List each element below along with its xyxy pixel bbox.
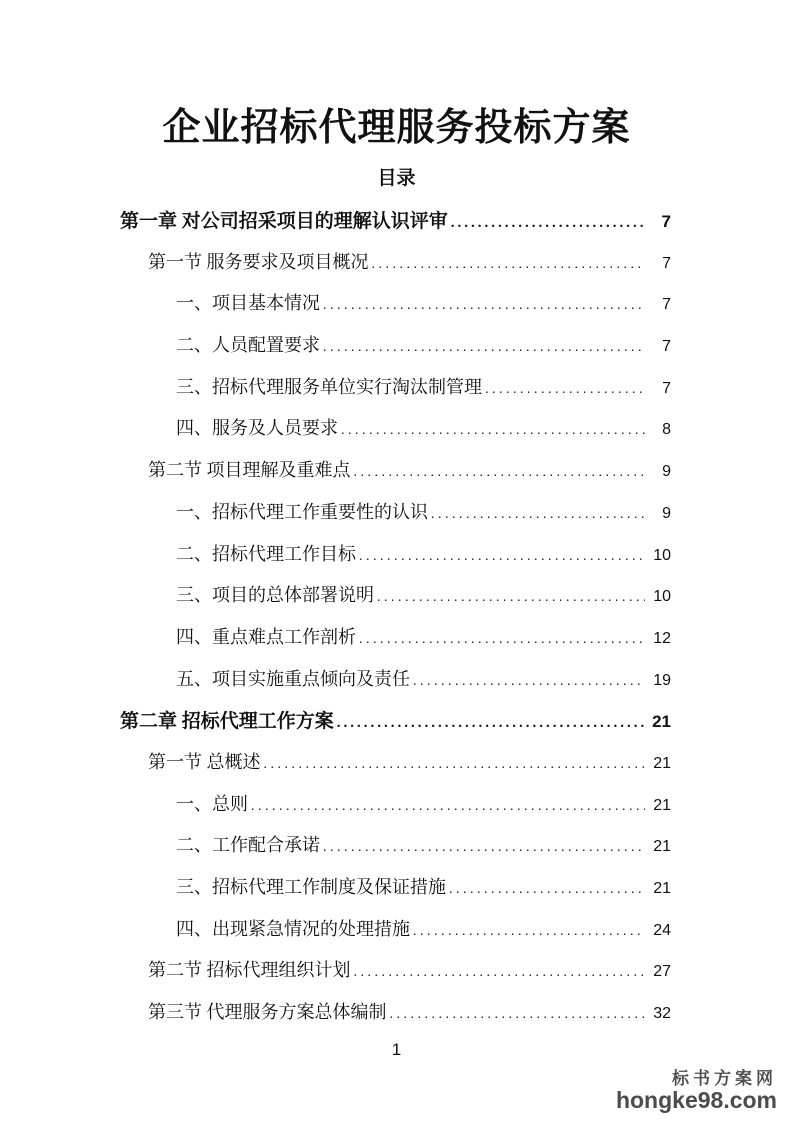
toc-entry[interactable] <box>120 331 671 373</box>
toc-entry-page: 21 <box>653 796 671 814</box>
toc-entry-label: 第二章 招标代理工作方案 <box>120 711 334 733</box>
toc-leader-dots <box>451 215 645 232</box>
toc-entry-label: 第一节 总概述 <box>148 751 261 772</box>
toc-entry[interactable] <box>120 581 671 623</box>
document-title: 企业招标代理服务投标方案 <box>162 107 631 149</box>
toc-leader-dots <box>337 715 645 732</box>
toc-leader-dots <box>413 924 645 940</box>
toc-entry[interactable] <box>120 915 671 957</box>
toc-entry-page: 12 <box>653 629 671 647</box>
toc-entry[interactable] <box>120 623 671 665</box>
toc-entry-page: 27 <box>653 963 671 981</box>
toc-entry[interactable] <box>120 414 671 456</box>
toc-entry-label: 二、招标代理工作目标 <box>176 543 356 564</box>
toc-list <box>120 206 671 1040</box>
toc-leader-dots <box>359 632 645 648</box>
toc-leader-dots <box>431 507 645 523</box>
site-watermark-domain: hongke98.com <box>615 1086 777 1113</box>
toc-leader-dots <box>354 465 646 481</box>
toc-leader-dots <box>251 799 645 815</box>
toc-entry-label: 第二节 项目理解及重难点 <box>148 460 351 481</box>
toc-entry-label: 第二节 招标代理组织计划 <box>148 960 351 981</box>
toc-entry-label: 二、人员配置要求 <box>176 335 320 356</box>
toc-entry-label: 三、招标代理服务单位实行淘汰制管理 <box>176 376 482 397</box>
toc-entry-label: 四、出现紧急情况的处理措施 <box>176 918 410 939</box>
toc-entry-label: 一、招标代理工作重要性的认识 <box>176 501 428 522</box>
toc-entry-page: 7 <box>662 296 671 314</box>
toc-entry[interactable] <box>120 206 671 248</box>
toc-entry-page: 21 <box>652 712 671 732</box>
toc-entry-label: 第一节 服务要求及项目概况 <box>148 251 369 272</box>
toc-leader-dots <box>354 965 646 981</box>
toc-entry-label: 二、工作配合承诺 <box>176 835 320 856</box>
toc-leader-dots <box>390 1007 646 1023</box>
toc-leader-dots <box>341 423 645 439</box>
toc-entry[interactable] <box>120 748 671 790</box>
toc-leader-dots <box>323 840 645 856</box>
toc-entry-page: 8 <box>662 421 671 439</box>
toc-entry-page: 21 <box>653 754 671 772</box>
toc-entry-page: 7 <box>662 254 671 272</box>
site-watermark-name: 标书方案网 <box>672 1069 777 1089</box>
toc-entry-page: 9 <box>662 463 671 481</box>
toc-entry-page: 9 <box>662 504 671 522</box>
toc-entry-page: 19 <box>653 671 671 689</box>
site-watermark[interactable] <box>616 1070 777 1112</box>
toc-entry-label: 一、总则 <box>176 793 248 814</box>
toc-entry[interactable] <box>120 289 671 331</box>
toc-entry-label: 五、项目实施重点倾向及责任 <box>176 668 410 689</box>
toc-leader-dots <box>449 882 645 898</box>
toc-entry-label: 三、招标代理工作制度及保证措施 <box>176 877 446 897</box>
toc-leader-dots <box>323 340 645 356</box>
toc-entry[interactable] <box>120 665 671 707</box>
toc-entry[interactable] <box>120 831 671 873</box>
toc-entry[interactable] <box>120 956 671 998</box>
toc-entry[interactable] <box>120 998 671 1040</box>
toc-entry[interactable] <box>120 706 671 748</box>
toc-entry-page: 7 <box>661 212 671 231</box>
toc-entry[interactable] <box>120 456 671 498</box>
toc-entry[interactable] <box>120 373 671 415</box>
toc-entry-label: 四、服务及人员要求 <box>176 418 338 439</box>
toc-leader-dots <box>377 590 645 606</box>
toc-entry-label: 第一章 对公司招采项目的理解认识评审 <box>120 211 448 232</box>
toc-entry-label: 四、重点难点工作剖析 <box>176 626 356 647</box>
toc-entry-page: 32 <box>653 1005 671 1023</box>
page-number: 1 <box>391 1040 402 1059</box>
toc-entry-label: 三、项目的总体部署说明 <box>176 585 374 606</box>
toc-entry[interactable] <box>120 540 671 582</box>
toc-entry-page: 10 <box>653 588 671 606</box>
toc-entry-page: 7 <box>662 379 671 397</box>
toc-leader-dots <box>485 382 645 398</box>
toc-entry-page: 21 <box>653 838 671 856</box>
toc-entry[interactable] <box>120 873 671 915</box>
toc-leader-dots <box>372 257 646 273</box>
toc-heading: 目录 <box>377 168 416 189</box>
toc-leader-dots <box>323 298 645 314</box>
toc-entry[interactable] <box>120 498 671 540</box>
toc-leader-dots <box>359 549 645 565</box>
toc-entry-page: 7 <box>662 338 671 356</box>
toc-entry-label: 第三节 代理服务方案总体编制 <box>148 1002 387 1023</box>
toc-entry-page: 24 <box>653 921 671 939</box>
toc-entry[interactable] <box>120 248 671 290</box>
toc-entry-page: 10 <box>653 546 671 564</box>
toc-leader-dots <box>413 674 645 690</box>
toc-entry[interactable] <box>120 790 671 832</box>
toc-leader-dots <box>264 757 646 773</box>
toc-entry-page: 21 <box>653 880 671 897</box>
toc-entry-label: 一、项目基本情况 <box>176 293 320 314</box>
